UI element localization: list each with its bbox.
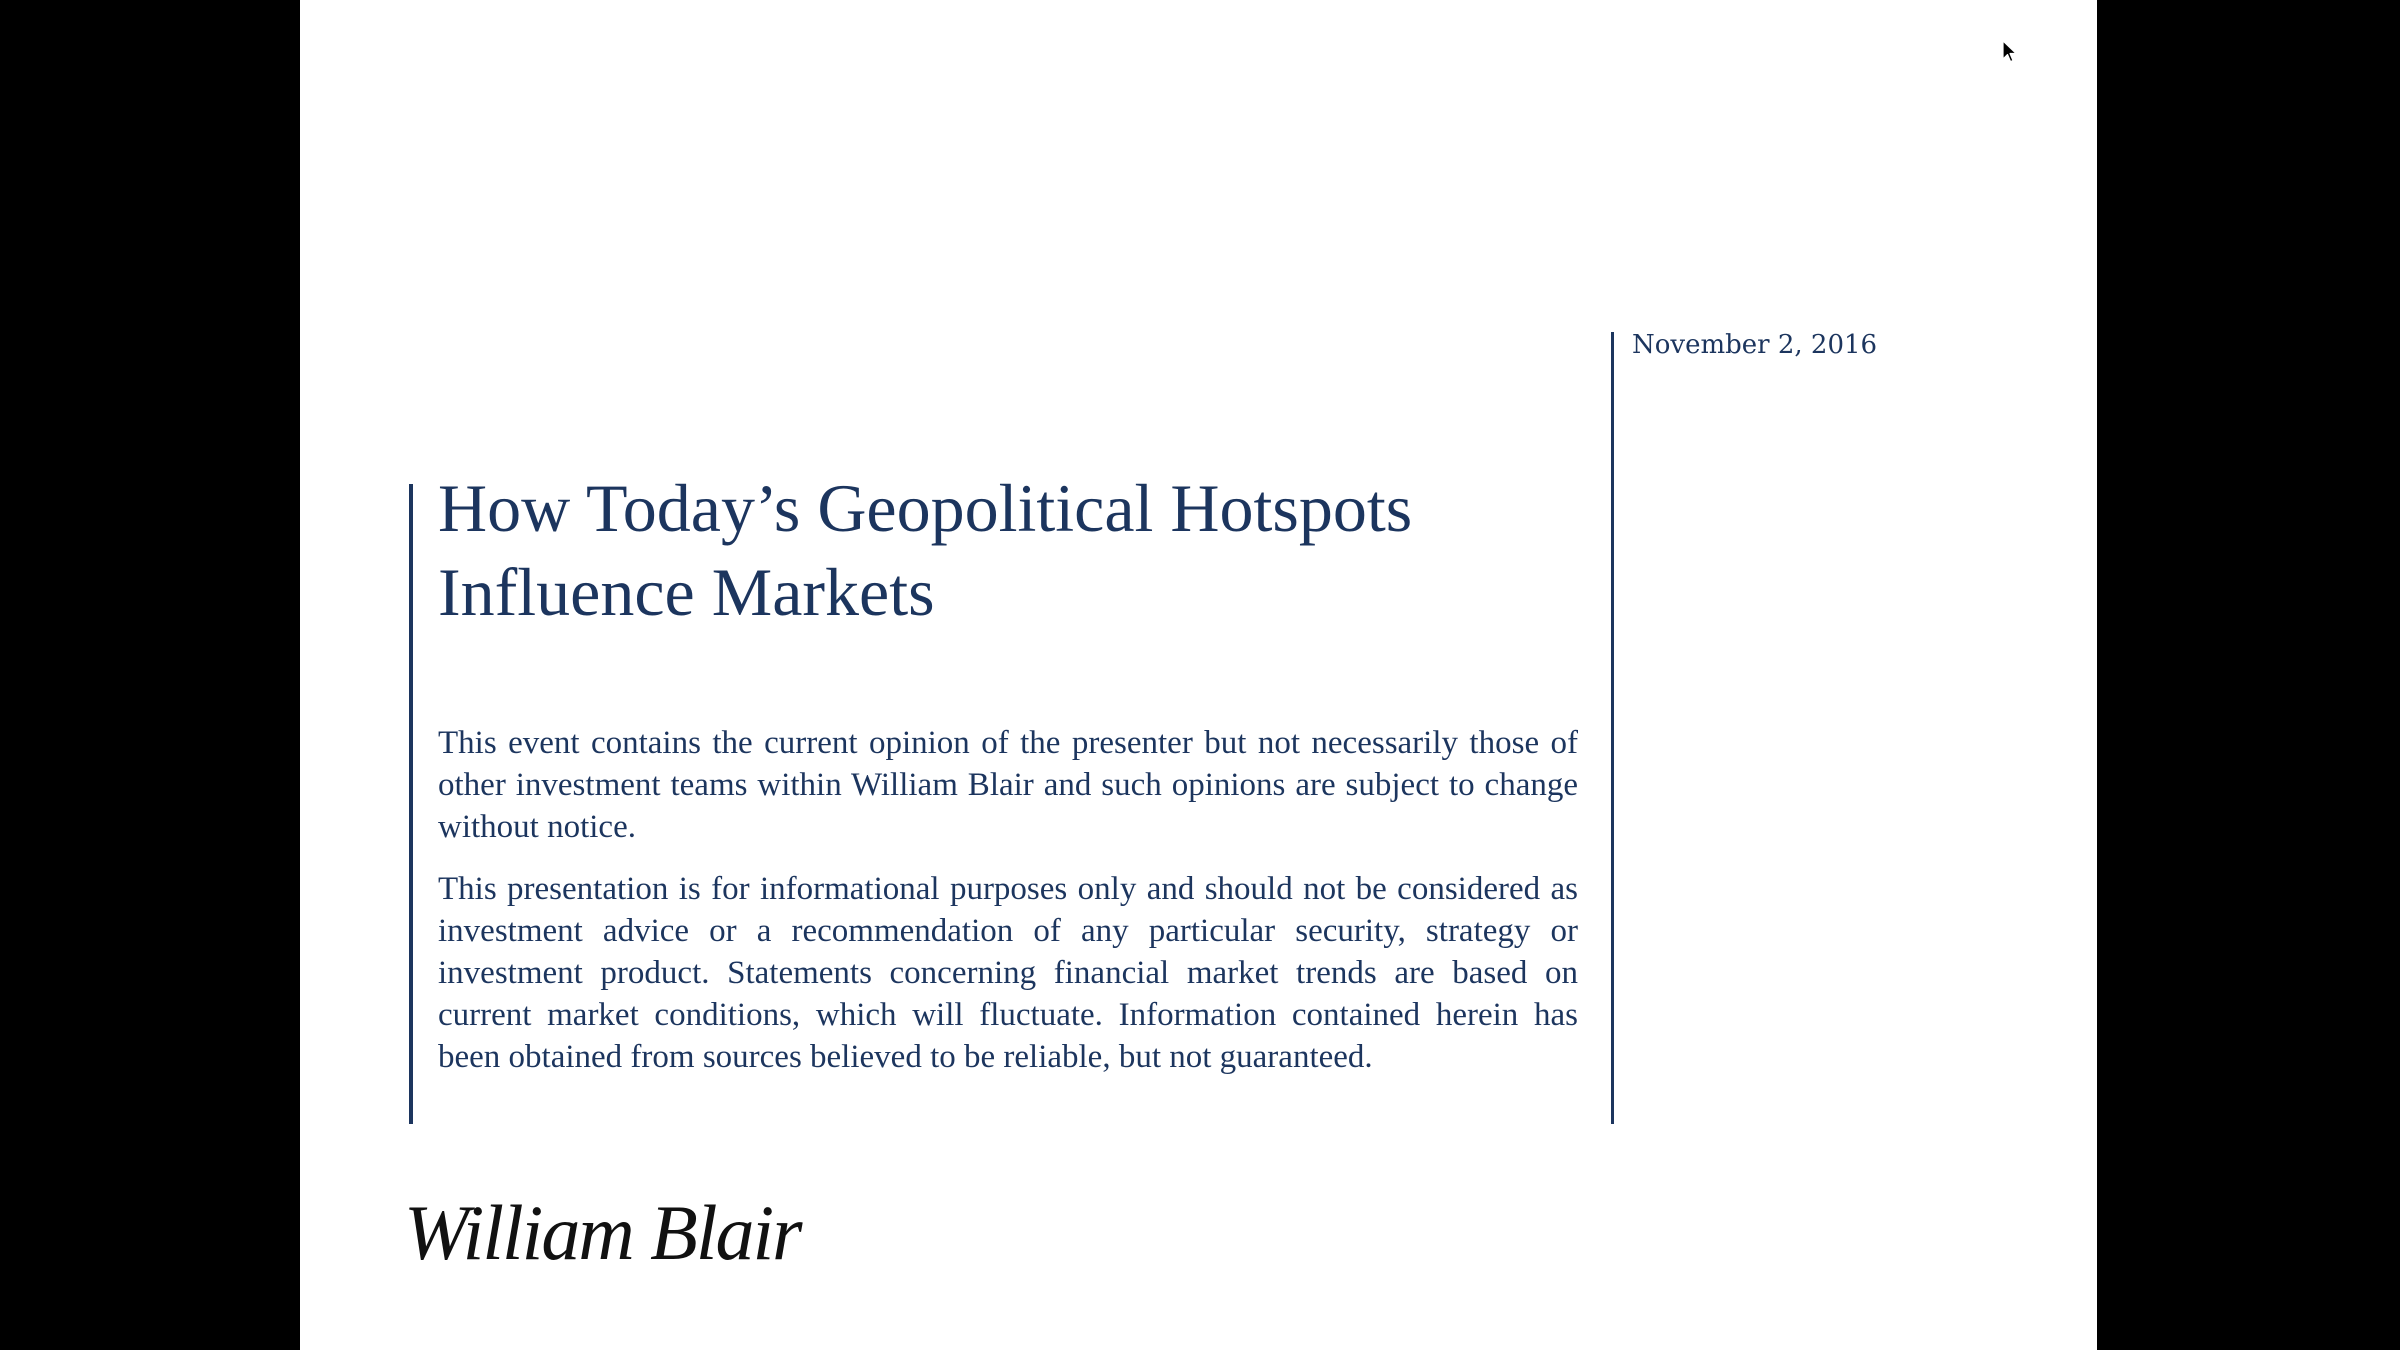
left-divider-rule bbox=[409, 484, 413, 1124]
disclaimer-text bbox=[438, 722, 1578, 1098]
disclaimer-paragraph-2: This presentation is for informational purposes only and should not be considered as investment advice or a recommendation of any particular security, strategy or investment product. Statements concerning financial market trends are based on current market conditions, which will fluctuate. Information contained herein has been obtained from sources believed to be reliable, but not guaranteed. bbox=[438, 871, 1578, 1075]
slide-title-line-1: How Today’s Geopolitical Hotspots bbox=[438, 470, 1413, 546]
disclaimer-paragraph-1: This event contains the current opinion of the presenter but not necessarily those of other investment teams within William Blair and such opinions are subject to change without notice. bbox=[438, 725, 1578, 845]
slide-title-line-2: Influence Markets bbox=[438, 554, 935, 630]
slide-date: November 2, 2016 bbox=[1632, 330, 1878, 360]
slide[interactable] bbox=[300, 0, 2097, 1350]
william-blair-logo: William Blair bbox=[404, 1189, 801, 1276]
right-divider-rule bbox=[1611, 332, 1614, 1124]
mouse-pointer-icon bbox=[2002, 40, 2018, 64]
slide-title bbox=[438, 466, 1588, 634]
